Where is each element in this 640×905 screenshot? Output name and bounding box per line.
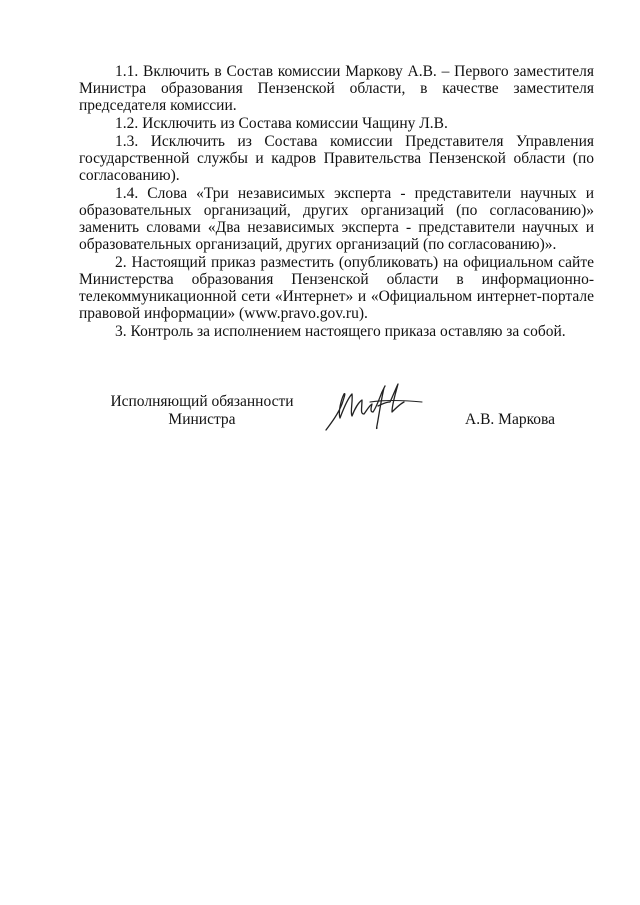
document-body [79, 63, 594, 341]
paragraph-1-3: 1.3. Исключить из Состава комиссии Представителя Управления государственной службы и кадров Правительства Пензенской области (по согласованию). [79, 132, 594, 184]
paragraph-1-1: 1.1. Включить в Состав комиссии Маркову А.В. – Первого заместителя Министра образования Пензенской области, в качестве заместителя председателя комиссии. [79, 63, 594, 115]
signatory-position-line-2: Министра [168, 411, 236, 428]
handwritten-signature-icon [322, 378, 426, 436]
paragraph-1-4: 1.4. Слова «Три независимых эксперта - представители научных и образовательных организаций, других организаций (по согласованию)» заменить словами «Два независимых эксперта - представители научных и образовательных организаций, других организаций (по согласованию)». [79, 184, 594, 254]
paragraph-3: 3. Контроль за исполнением настоящего приказа оставляю за собой. [115, 323, 566, 340]
paragraph-1-2: 1.2. Исключить из Состава комиссии Чащину Л.В. [115, 115, 448, 132]
signatory-position-line-1: Исполняющий обязанности [110, 393, 294, 410]
signatory-position [107, 393, 297, 429]
paragraph-2: 2. Настоящий приказ разместить (опубликовать) на официальном сайте Министерства образования Пензенской области в информационно-телекоммуникационной сети «Интернет» и «Официальном интернет-портале правовой информации» (www.pravo.gov.ru). [79, 253, 594, 323]
signatory-name: А.В. Маркова [465, 411, 556, 428]
